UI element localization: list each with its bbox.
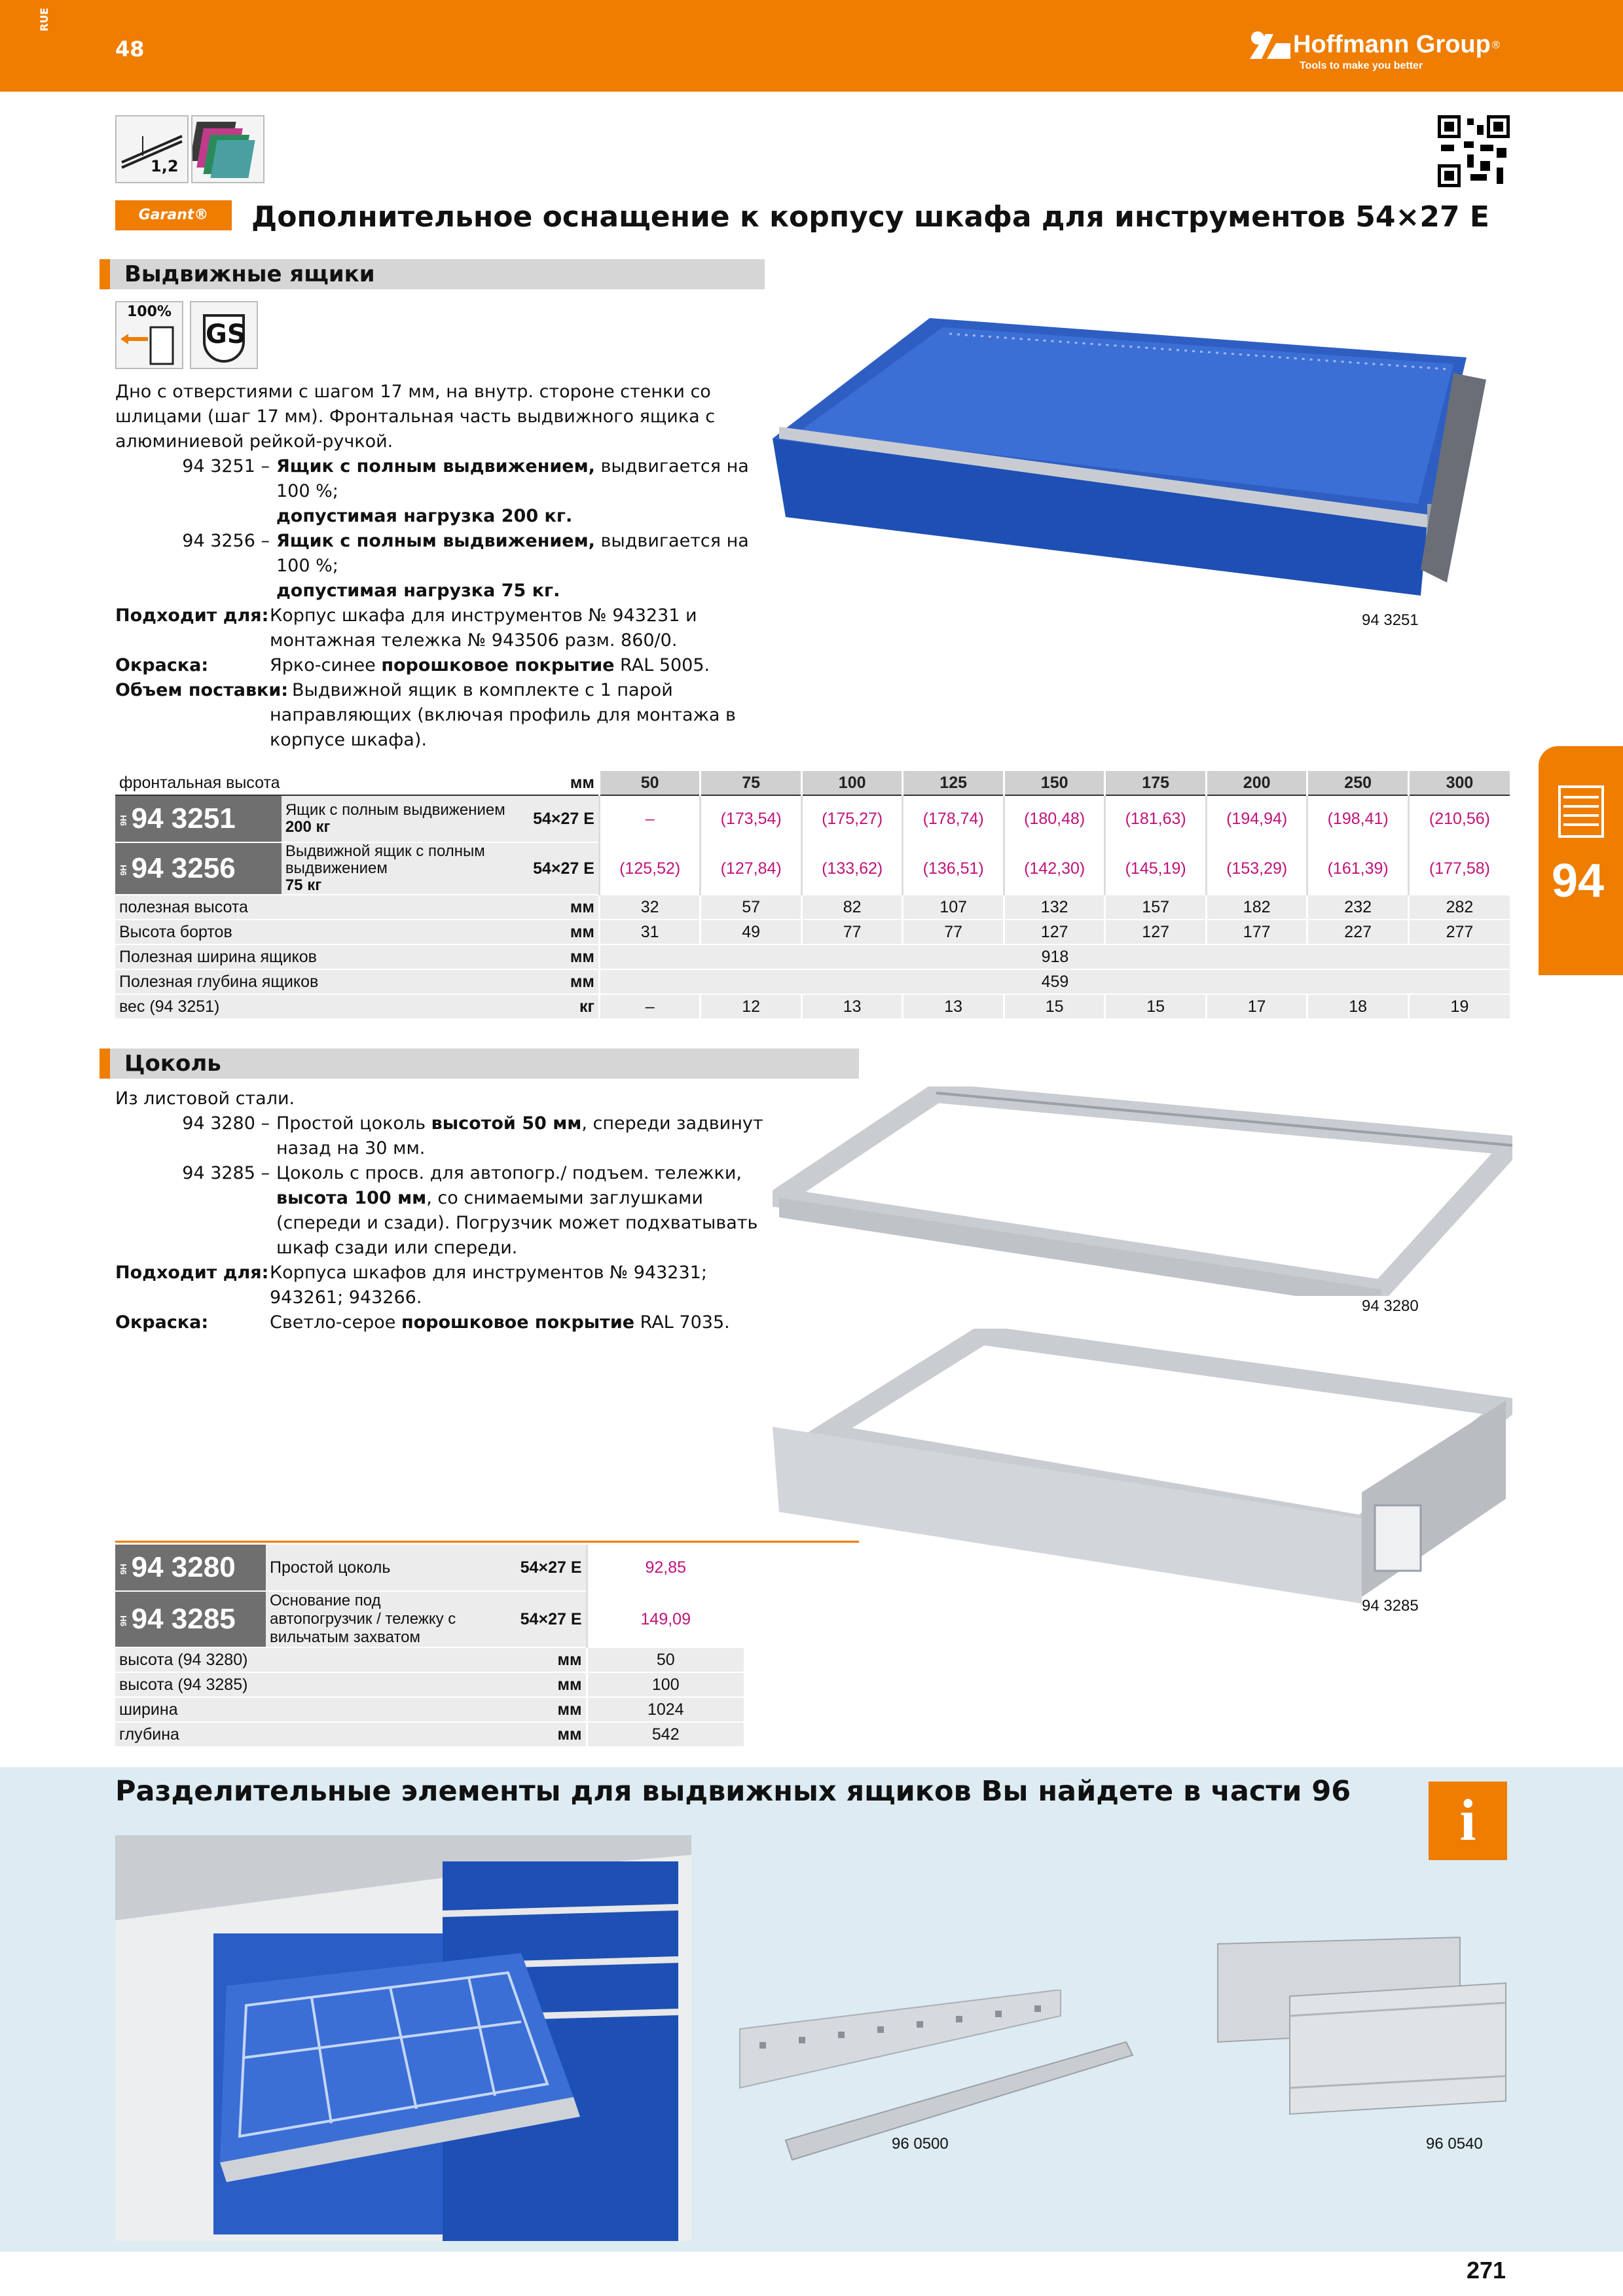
row-unit: мм [482,1697,587,1722]
height-250: 250 [1307,771,1409,795]
drawers-scope-label: Объем поставки: [115,680,289,700]
drawers-color-bold: порошковое покрытие [381,655,615,675]
table-row [115,1647,859,1672]
article-prefix: 9H [118,1615,128,1626]
row-label: полезная высота [115,895,520,920]
plinth-spec-table [115,1538,859,1543]
hoffmann-logo[interactable] [1247,30,1501,72]
cell: 1024 [587,1697,744,1722]
height-75: 75 [701,771,802,795]
article-row-943251[interactable] [115,795,1510,842]
row-label: глубина [115,1722,482,1747]
row-unit: мм [520,920,599,944]
drawer-item-1-no: 94 3251 – [182,456,270,476]
plinth-table-top-rule [115,1538,859,1542]
article-no: 94 3251 [131,802,236,834]
price-cell[interactable]: (153,29) [1206,842,1307,895]
row-unit: мм [482,1647,587,1672]
cross-reference-heading: Разделительные элементы для выдвижных ящиков Вы найдете в части 96 [115,1775,1351,1808]
price-cell[interactable]: (175,27) [801,795,903,842]
article-name-943280: Простой цоколь [266,1545,482,1591]
article-number-943256[interactable] [115,842,282,895]
brand-name: Hoffmann Group [1293,30,1491,58]
cell: 57 [701,895,802,920]
table-row [115,1722,859,1747]
drawers-color-pre: Ярко-синее [270,655,382,675]
price-cell[interactable]: (136,51) [903,842,1004,895]
plinth-color-post: RAL 7035. [634,1312,730,1333]
cell: 15 [1105,994,1207,1019]
cell: 127 [1004,920,1105,944]
cell: 82 [801,895,903,920]
cell: 77 [801,920,903,944]
hoffmann-logo-icon [1247,30,1293,59]
plinth-item-2-pre: Цоколь с просв. для автопогр./ подъем. тележки, [276,1163,742,1183]
drawer-table-header-unit: мм [520,771,599,795]
row-unit: мм [482,1672,587,1697]
cell: 918 [599,944,1510,969]
drawers-description [115,380,757,753]
drawers-color-post: RAL 5005. [614,655,710,675]
plinth-item-2 [115,1161,770,1261]
price-cell[interactable]: (161,39) [1307,842,1409,895]
cell: 18 [1307,994,1409,1019]
article-name-line: Выдвижной ящик с полным выдвижением [285,842,485,877]
cell: 31 [599,920,701,944]
drawer-item-2-rest: выдвигается на 100 %; [276,531,749,576]
plinth-image-943280 [773,1086,1512,1296]
section-tab-number: 94 [1552,855,1605,907]
cell: 77 [903,920,1004,944]
plinth-item-2-bold: высота 100 мм [276,1188,427,1208]
cell: 19 [1408,994,1510,1019]
section-heading-drawers-text: Выдвижные ящики [124,261,375,287]
row-unit: мм [520,969,599,994]
cell: 15 [1004,994,1105,1019]
article-size-943251: 54×27 E [520,795,599,842]
drawer-image [773,308,1493,609]
cell: 132 [1004,895,1105,920]
price-cell[interactable]: (198,41) [1307,795,1409,842]
article-no: 94 3285 [131,1603,236,1635]
cell: 277 [1408,920,1510,944]
price-cell[interactable]: 149,09 [587,1591,744,1647]
cell: 49 [701,920,802,944]
brand-reg: ® [1490,38,1501,51]
drawer-spec-table [115,771,1510,1020]
article-size-943280: 54×27 E [482,1545,587,1591]
cell: 282 [1408,895,1510,920]
article-no: 94 3256 [131,852,236,884]
row-label: Полезная ширина ящиков [115,944,520,969]
drawer-cabinet-icon [1558,785,1604,838]
cabinet-photo [115,1835,691,2241]
cell: 17 [1206,994,1307,1019]
plinth-color-bold: порошковое покрытие [401,1312,635,1333]
material-thickness-value: 1,2 [151,157,179,175]
article-number-943251[interactable] [115,795,282,842]
plinth-item-2-post: , со снимаемыми заглушками (спереди и сзади). Погрузчик может подхватывать шкаф сзади или спереди. [276,1188,758,1258]
cell: 100 [587,1672,744,1697]
full-extension-value: 100% [127,304,172,320]
full-extension-icon [115,301,183,369]
price-cell[interactable]: (210,56) [1408,795,1510,842]
row-unit: мм [520,944,599,969]
drawers-fits-text: Корпус шкафа для инструментов № 943231 и монтажная тележка № 943506 разм. 860/0. [270,605,697,651]
height-300: 300 [1408,771,1510,795]
row-label: высота (94 3285) [115,1672,482,1697]
height-150: 150 [1004,771,1105,795]
material-thickness-icon [115,115,189,183]
info-icon[interactable]: i [1429,1782,1507,1860]
height-175: 175 [1105,771,1207,795]
page-number-top: 48 [115,37,145,62]
article-name-line: Ящик с полным выдвижением [285,801,505,819]
cell: – [599,994,701,1019]
price-cell[interactable]: (178,74) [903,795,1004,842]
price-cell[interactable]: (145,19) [1105,842,1207,895]
price-cell[interactable]: (125,52) [599,842,701,895]
article-name-943251 [282,795,520,842]
section-tab-94[interactable] [1539,746,1623,975]
row-label: ширина [115,1697,482,1722]
price-cell[interactable]: (133,62) [801,842,903,895]
plinth-fits-text: Корпуса шкафов для инструментов № 943231; 943261; 943266. [270,1263,707,1308]
article-prefix: 9H [118,1564,128,1575]
article-name-943256 [282,842,520,895]
row-unit: мм [520,895,599,920]
cell: 542 [587,1722,744,1747]
cell: 459 [599,969,1510,994]
table-row [115,920,1510,944]
plinth-item-1-no: 94 3280 – [182,1113,270,1134]
height-100: 100 [801,771,903,795]
drawer-image-caption: 94 3251 [1362,611,1419,629]
cell: 50 [587,1647,744,1672]
table-row [115,895,1510,920]
article-size-943285: 54×27 E [482,1591,587,1647]
drawers-color [115,653,757,678]
cell: 227 [1307,920,1409,944]
price-cell[interactable]: (142,30) [1004,842,1105,895]
drawer-table-header-label: фронтальная высота [115,771,520,795]
bottom-caption-1: 96 0500 [892,2135,949,2153]
garant-logo: Garant® [115,200,232,230]
page-number-bottom: 271 [1467,2257,1506,2284]
divider-plates-photo [1211,1931,1512,2127]
price-cell[interactable]: – [599,795,701,842]
article-load: 75 кг [285,876,322,894]
price-cell[interactable]: (177,58) [1408,842,1510,895]
plinth-fits-label: Подходит для: [115,1263,269,1283]
plinth-caption-2: 94 3285 [1362,1597,1419,1615]
plinth-article-table [115,1545,859,1748]
plinth-item-1 [115,1111,770,1161]
plinth-item-1-pre: Простой цоколь [276,1113,431,1134]
plinth-item-1-post: , спереди задвинут назад на 30 мм. [276,1113,763,1158]
plinth-color-pre: Светло-серое [270,1312,401,1333]
cell: 107 [903,895,1004,920]
language-code: RUE [38,7,50,31]
article-row-943285[interactable] [115,1591,859,1647]
price-cell[interactable]: 92,85 [587,1545,744,1591]
cell: 13 [903,994,1004,1019]
bottom-caption-2: 96 0540 [1426,2135,1483,2153]
drawers-fits [115,603,757,653]
article-number-943285[interactable] [115,1591,266,1647]
cell: 12 [701,994,802,1019]
plinth-item-2-no: 94 3285 – [182,1163,270,1183]
price-cell[interactable]: (127,84) [701,842,802,895]
article-load: 200 кг [285,818,331,836]
drawers-scope-text: Выдвижной ящик в комплекте с 1 парой направляющих (включая профиль для монтажа в корпусе шкафа). [270,680,736,750]
page-title: Дополнительное оснащение к корпусу шкафа для инструментов 54×27 E [251,200,1489,234]
gs-mark: GS [206,319,246,350]
price-cell[interactable]: (173,54) [701,795,802,842]
row-unit: кг [520,994,599,1019]
row-label: Полезная глубина ящиков [115,969,520,994]
price-cell[interactable]: (181,63) [1105,795,1207,842]
plinth-item-1-bold: высотой 50 мм [431,1113,582,1134]
plinth-color-label: Окраска: [115,1312,209,1333]
table-row [115,1672,859,1697]
article-row-943256[interactable] [115,842,1510,895]
price-cell[interactable]: (180,48) [1004,795,1105,842]
table-row [115,944,1510,969]
plinth-fits [115,1261,770,1310]
section-heading-plinth [100,1049,859,1079]
plinth-image-943285 [773,1329,1512,1610]
article-prefix: 9H [118,865,128,876]
drawer-item-1-rest: выдвигается на 100 %; [276,456,749,501]
drawers-fits-label: Подходит для: [115,605,269,626]
cell: 13 [801,994,903,1019]
plinth-description [115,1086,770,1335]
article-name-943285: Основание под автопогрузчик / тележку с вильчатым захватом [266,1591,482,1647]
cell: 182 [1206,895,1307,920]
article-number-943280[interactable] [115,1545,266,1591]
row-unit: мм [482,1722,587,1747]
row-label: вес (94 3251) [115,994,520,1019]
drawer-item-1 [115,454,757,529]
row-label: Высота бортов [115,920,520,944]
drawer-item-2-no: 94 3256 – [182,531,270,551]
price-cell[interactable]: (194,94) [1206,795,1307,842]
section-heading-drawers [100,259,765,289]
height-50: 50 [599,771,701,795]
plinth-intro: Из листовой стали. [115,1088,295,1109]
color-swatches-icon [191,115,264,183]
article-row-943280[interactable] [115,1545,859,1591]
table-row [115,969,1510,994]
cell: 177 [1206,920,1307,944]
article-prefix: 9H [118,815,128,826]
table-row [115,994,1510,1019]
gs-certification-icon [190,301,258,369]
qr-code-icon[interactable] [1438,115,1510,187]
row-label: высота (94 3280) [115,1647,482,1672]
drawer-item-1-load: допустимая нагрузка 200 кг. [276,506,573,526]
drawer-table-header-row [115,771,1510,795]
cell: 127 [1105,920,1207,944]
plinth-caption-1: 94 3280 [1362,1297,1419,1315]
drawer-item-1-bold: Ящик с полным выдвижением, [276,456,595,476]
drawer-item-2-load: допустимая нагрузка 75 кг. [276,581,560,601]
height-125: 125 [903,771,1004,795]
brand-tagline: Tools to make you better [1300,60,1423,71]
article-no: 94 3280 [131,1551,236,1583]
table-row [115,1697,859,1722]
article-size-943256: 54×27 E [520,842,599,895]
cell: 32 [599,895,701,920]
section-heading-plinth-text: Цоколь [124,1050,221,1077]
drawers-intro: Дно с отверстиями с шагом 17 мм, на внутр. стороне стенки со шлицами (шаг 17 мм). Фронтальная часть выдвижного ящика с алюминиевой рейкой-ручкой. [115,382,716,452]
drawer-item-2 [115,529,757,603]
plinth-color [115,1310,770,1335]
drawer-item-2-bold: Ящик с полным выдвижением, [276,531,595,551]
height-200: 200 [1206,771,1307,795]
drawers-color-label: Окраска: [115,655,209,675]
cell: 157 [1105,895,1207,920]
cell: 232 [1307,895,1409,920]
